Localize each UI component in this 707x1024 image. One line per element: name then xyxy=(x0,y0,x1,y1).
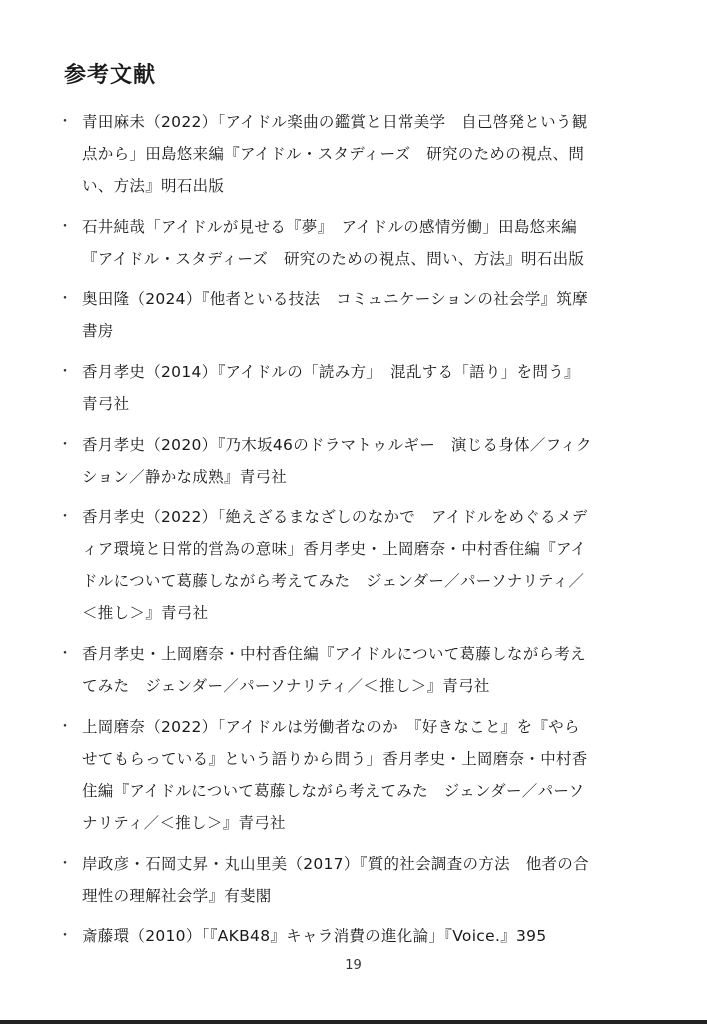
reference-line: い、方法』明石出版 xyxy=(82,177,225,195)
bullet-icon: ・ xyxy=(58,114,72,130)
reference-item xyxy=(58,283,648,347)
reference-line: 上岡磨奈（2022）「アイドルは労働者なのか 『好きなこと』を『やら xyxy=(82,717,580,736)
reference-line: 香月孝史・上岡磨奈・中村香住編『アイドルについて葛藤しながら考え xyxy=(82,645,586,664)
reference-item xyxy=(58,638,648,702)
bullet-icon: ・ xyxy=(58,364,72,381)
reference-line: 点から」田島悠来編『アイドル・スタディーズ 研究のための視点、問 xyxy=(82,145,585,163)
bullet-icon: ・ xyxy=(58,928,72,945)
reference-line: 石井純哉「アイドルが見せる『夢』 アイドルの感情労働」田島悠来編 xyxy=(82,217,578,236)
reference-item xyxy=(58,920,648,952)
bullet-icon: ・ xyxy=(58,291,72,308)
reference-line: ィア環境と日常的営為の意味」香月孝史・上岡磨奈・中村香住編『アイ xyxy=(82,540,587,559)
reference-line: 香月孝史（2014）『アイドルの「読み方」 混乱する「語り」を問う』 xyxy=(82,363,580,382)
reference-line: ナリティ／＜推し＞』青弓社 xyxy=(82,813,286,832)
reference-line: 理性の理解社会学』有斐閣 xyxy=(82,886,272,905)
reference-line: 書房 xyxy=(82,322,114,341)
reference-item xyxy=(58,106,648,202)
bullet-icon: ・ xyxy=(58,646,72,663)
reference-item xyxy=(58,501,648,629)
bullet-icon: ・ xyxy=(58,718,72,735)
section-heading: 参考文献 xyxy=(64,63,157,88)
reference-line: せてもらっている』という語りから問う」香月孝史・上岡磨奈・中村香 xyxy=(82,749,588,768)
bullet-icon: ・ xyxy=(58,218,72,235)
reference-line: 奥田隆（2024）『他者といる技法 コミュニケーションの社会学』筑摩 xyxy=(82,290,588,309)
reference-list xyxy=(58,106,648,961)
page-bottom-edge xyxy=(0,1020,707,1024)
reference-item xyxy=(58,429,648,493)
reference-line: 斎藤環（2010）「『AKB48』キャラ消費の進化論」『Voice.』395 xyxy=(82,927,547,946)
reference-line: 住編『アイドルについて葛藤しながら考えてみた ジェンダー／パーソ xyxy=(82,781,585,800)
reference-line: 香月孝史（2022）「絶えざるまなざしのなかで アイドルをめぐるメデ xyxy=(82,508,588,527)
reference-line: 香月孝史（2020）『乃木坂46のドラマトゥルギー 演じる身体／フィク xyxy=(82,435,592,454)
reference-item xyxy=(58,211,648,275)
reference-line: ドルについて葛藤しながら考えてみた ジェンダー／パーソナリティ／ xyxy=(82,572,585,591)
reference-line: 青田麻未（2022）「アイドル楽曲の鑑賞と日常美学 自己啓発という観 xyxy=(82,113,588,131)
reference-line: てみた ジェンダー／パーソナリティ／＜推し＞』青弓社 xyxy=(82,677,490,696)
reference-line: ション／静かな成熟』青弓社 xyxy=(82,467,288,486)
bullet-icon: ・ xyxy=(58,855,72,872)
bullet-icon: ・ xyxy=(58,509,72,526)
reference-line: 『アイドル・スタディーズ 研究のための視点、問い、方法』明石出版 xyxy=(82,249,585,268)
reference-line: 岸政彦・石岡丈昇・丸山里美（2017）『質的社会調査の方法 他者の合 xyxy=(82,854,589,873)
bullet-icon: ・ xyxy=(58,436,72,453)
page-number: 19 xyxy=(345,958,362,973)
reference-item xyxy=(58,711,648,839)
reference-line: ＜推し＞』青弓社 xyxy=(82,604,209,623)
reference-item xyxy=(58,356,648,420)
reference-line: 青弓社 xyxy=(82,395,130,414)
reference-item xyxy=(58,848,648,912)
